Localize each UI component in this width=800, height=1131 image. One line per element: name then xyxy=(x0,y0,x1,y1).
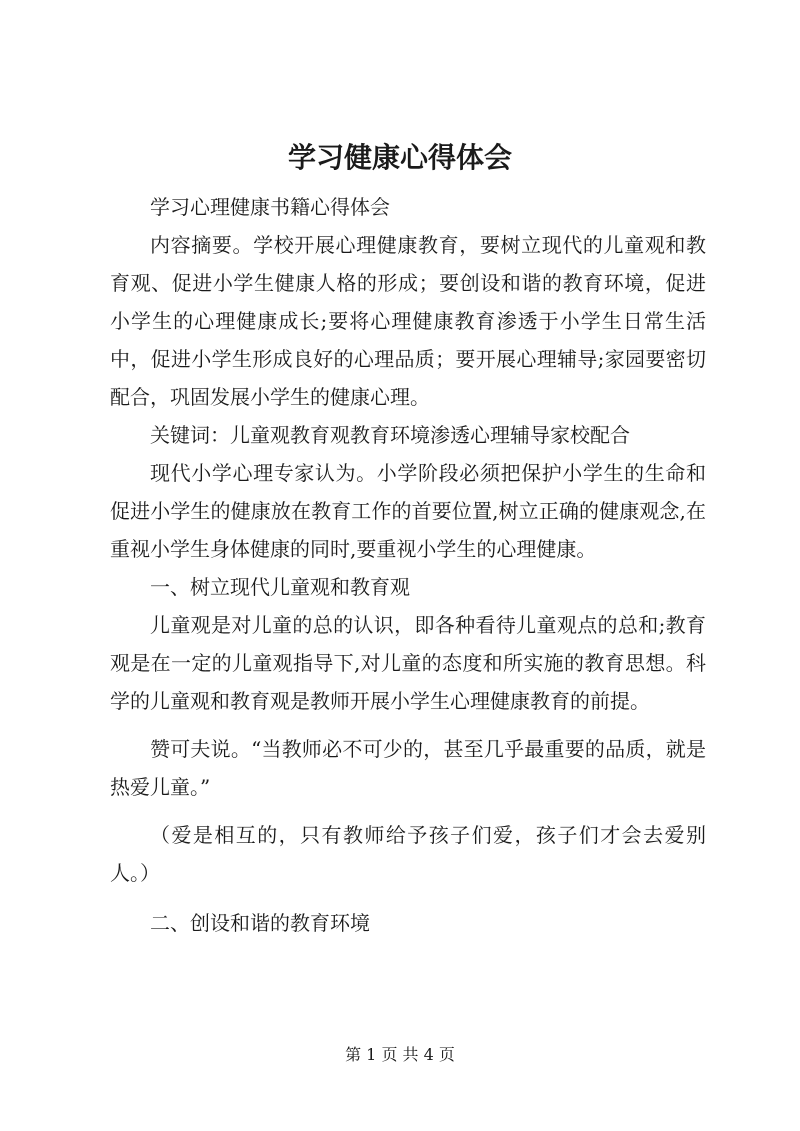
section-heading-1: 一、树立现代儿童观和教育观 xyxy=(150,575,410,599)
section-heading-2: 二、创设和谐的教育环境 xyxy=(150,911,370,935)
intro-paragraph: 现代小学心理专家认为。小学阶段必须把保护小学生的生命和促进小学生的健康放在教育工作的首要位置,树立正确的健康观念,在重视小学生身体健康的同时,要重视小学生的心理健康。 xyxy=(110,461,706,561)
subtitle-paragraph: 学习心理健康书籍心得体会 xyxy=(150,195,390,219)
page-number: 第 1 页 共 4 页 xyxy=(345,1045,455,1064)
document-title: 学习健康心得体会 xyxy=(287,141,512,174)
childhood-view-paragraph: 儿童观是对儿童的总的认识，即各种看待儿童观点的总和;教育观是在一定的儿童观指导下,对儿童的态度和所实施的教育思想。科学的儿童观和教育观是教师开展小学生心理健康教育的前提。 xyxy=(110,613,706,713)
document-body xyxy=(110,188,706,942)
keywords-paragraph: 关键词：儿童观教育观教育环境渗透心理辅导家校配合 xyxy=(150,423,630,447)
abstract-paragraph: 内容摘要。学校开展心理健康教育，要树立现代的儿童观和教育观、促进小学生健康人格的形成；要创设和谐的教育环境，促进小学生的心理健康成长;要将心理健康教育渗透于小学生日常生活中，促进小学生形成良好的心理品质；要开展心理辅导;家园要密切配合，巩固发展小学生的健康心理。 xyxy=(110,233,706,409)
quote-paragraph: 赞可夫说。“当教师必不可少的，甚至几乎最重要的品质，就是热爱儿童。” xyxy=(110,737,706,799)
love-paragraph: （爱是相互的，只有教师给予孩子们爱，孩子们才会去爱别人。） xyxy=(110,823,706,885)
